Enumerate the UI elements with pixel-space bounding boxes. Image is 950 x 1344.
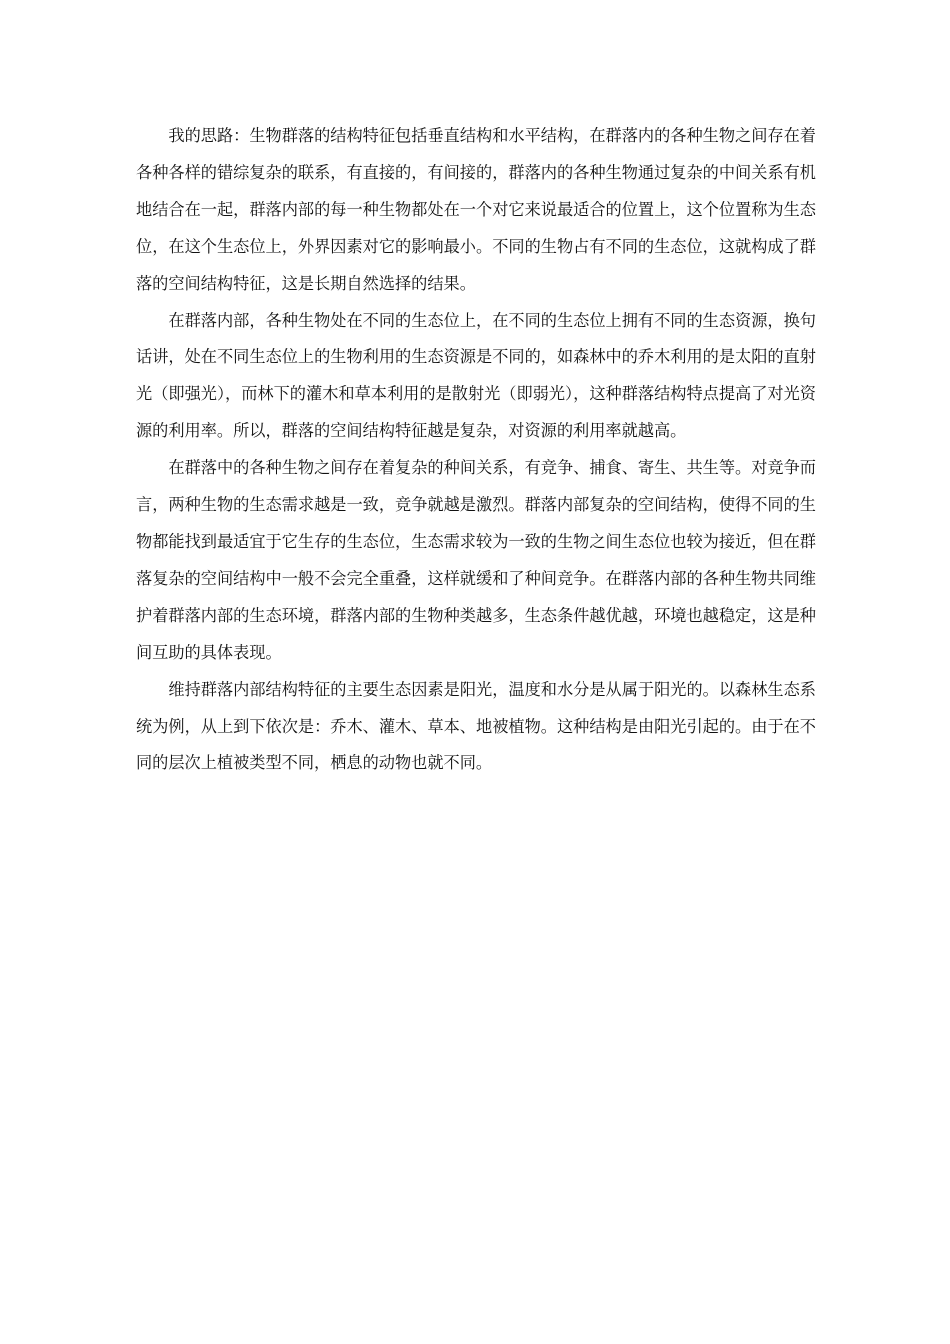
paragraph-sunlight: 维持群落内部结构特征的主要生态因素是阳光，温度和水分是从属于阳光的。以森林生态系统为例，从上到下依次是：乔木、灌木、草本、地被植物。这种结构是由阳光引起的。由于在不同的层次上植被类型不同，栖息的动物也就不同。 (136, 679, 816, 773)
paragraph-interspecies: 在群落中的各种生物之间存在着复杂的种间关系，有竞争、捕食、寄生、共生等。对竞争而言，两种生物的生态需求越是一致，竞争就越是激烈。群落内部复杂的空间结构，使得不同的生物都能找到最适宜于它生存的生态位，生态需求较为一致的生物之间生态位也较为接近，但在群落复杂的空间结构中一般不会完全重叠，这样就缓和了种间竞争。在群落内部的各种生物共同维护着群落内部的生态环境，群落内部的生物种类越多，生态条件越优越，环境也越稳定，这是种间互助的具体表现。 (136, 458, 816, 662)
paragraph-thinking: 我的思路：生物群落的结构特征包括垂直结构和水平结构，在群落内的各种生物之间存在着各种各样的错综复杂的联系，有直接的，有间接的，群落内的各种生物通过复杂的中间关系有机地结合在一起，群落内部的每一种生物都处在一个对它来说最适合的位置上，这个位置称为生态位，在这个生态位上，外界因素对它的影响最小。不同的生物占有不同的生态位，这就构成了群落的空间结构特征，这是长期自然选择的结果。 (136, 126, 816, 293)
document-body (136, 118, 816, 782)
paragraph-resource-use: 在群落内部，各种生物处在不同的生态位上，在不同的生态位上拥有不同的生态资源，换句话讲，处在不同生态位上的生物利用的生态资源是不同的，如森林中的乔木利用的是太阳的直射光（即强光），而林下的灌木和草本利用的是散射光（即弱光），这种群落结构特点提高了对光资源的利用率。所以，群落的空间结构特征越是复杂，对资源的利用率就越高。 (136, 310, 816, 441)
